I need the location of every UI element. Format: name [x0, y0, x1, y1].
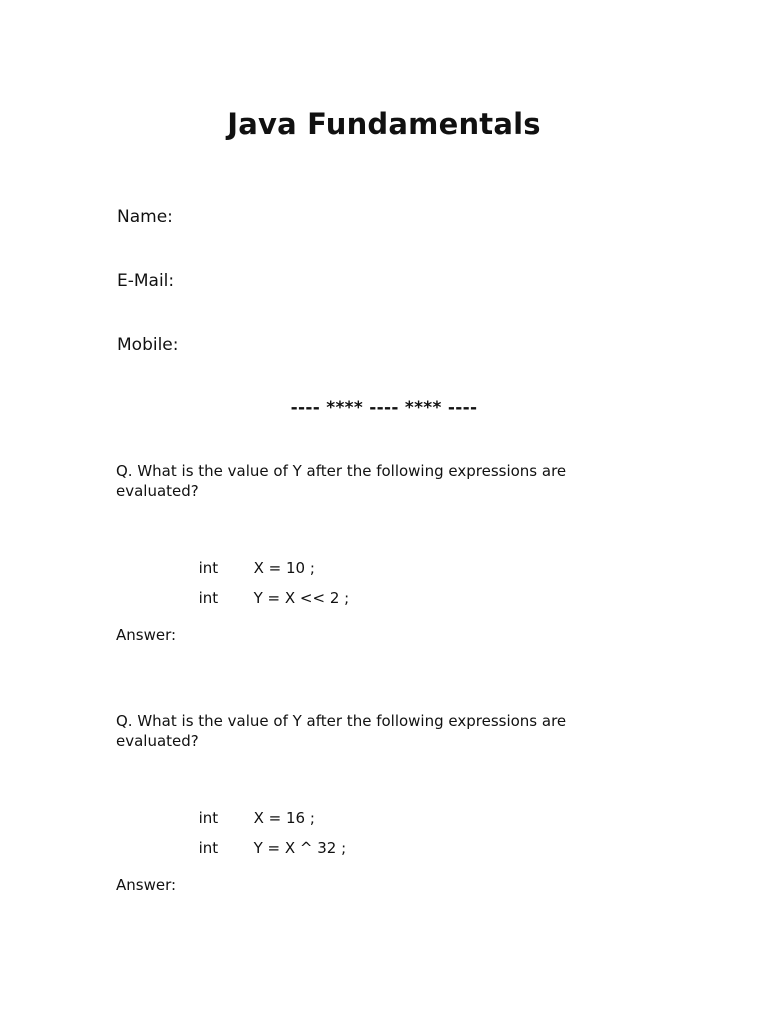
code-statement: X = 16 ;: [253, 809, 315, 827]
code-type: int: [198, 589, 219, 607]
code-statement: X = 10 ;: [253, 559, 315, 577]
email-label: E-Mail:: [117, 271, 175, 291]
code-type: int: [198, 559, 219, 577]
section-divider: ---- **** ---- **** ----: [290, 398, 478, 418]
answer-label: Answer:: [116, 876, 177, 894]
mobile-label: Mobile:: [117, 335, 179, 355]
question-text: Q. What is the value of Y after the following expressions are evaluated?: [116, 712, 567, 750]
code-line: [170, 818, 346, 878]
code-line: [170, 568, 349, 628]
answer-label: Answer:: [116, 626, 177, 644]
page-title: Java Fundamentals: [227, 107, 541, 141]
code-statement: Y = X ^ 32 ;: [253, 839, 347, 857]
code-type: int: [198, 809, 219, 827]
name-label: Name:: [117, 207, 173, 227]
question-text: Q. What is the value of Y after the following expressions are evaluated?: [116, 462, 567, 500]
code-statement: Y = X << 2 ;: [253, 589, 350, 607]
code-type: int: [198, 839, 219, 857]
